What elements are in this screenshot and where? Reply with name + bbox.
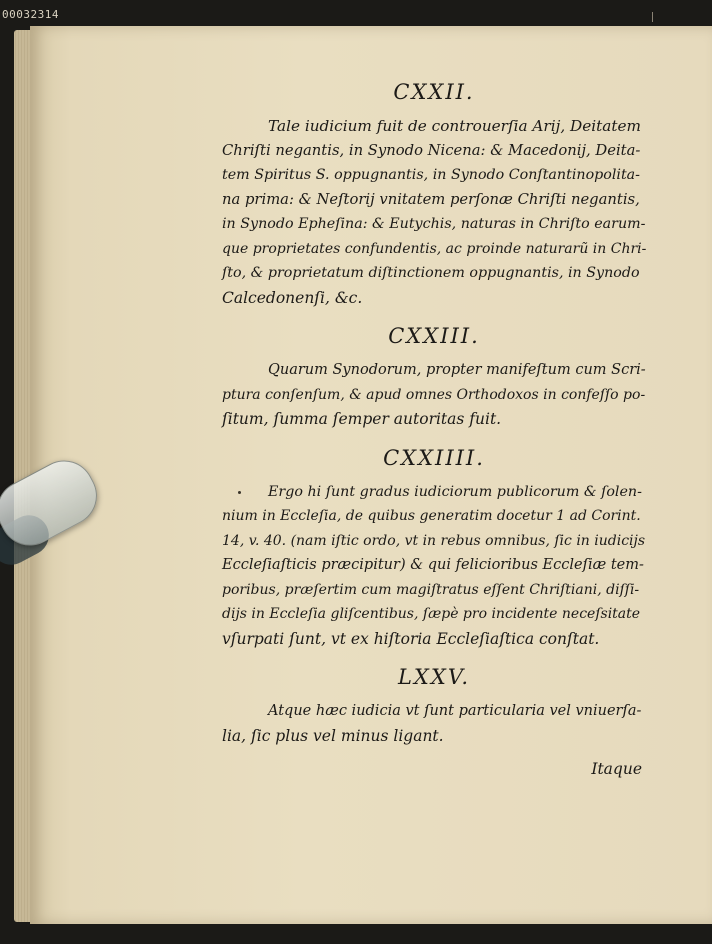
catchword: Itaque [591,760,642,778]
text-line: Quarum Synodorum, propter manifeſtum cum Scri- [268,362,646,378]
text-line: Ergo hi ſunt gradus iudiciorum publicorum & ſolen- [268,483,642,500]
text-line: in Synodo Epheſina: & Eutychis, naturas in Chriſto earum- [222,216,646,232]
text-line: na prima: & Neſtorij vnitatem perſonæ Chriſti negantis, [222,190,640,208]
page-text [222,80,646,748]
text-line: Tale iudicium fuit de controuerſia Arij, Deitatem [268,117,641,135]
text-line: Atque hæc iudicia vt ſunt particularia vel vniuerſa- [268,703,642,719]
text-line: dijs in Eccleſia gliſcentibus, ſæpè pro incidente neceſsitate [222,606,641,622]
section-heading: LXXV. [397,665,470,689]
text-line: lia, ſic plus vel minus ligant. [222,726,444,745]
text-line: Eccleſiaſticis præcipitur) & qui felicioribus Eccleſiæ tem- [222,557,644,573]
text-line: tem Spiritus S. oppugnantis, in Synodo Conſtantinopolita- [222,167,640,183]
text-line: ptura conſenſum, & apud omnes Orthodoxos in confeſſo po- [222,386,646,403]
text-line: poribus, præſertim cum magiſtratus eſſent Chriſtiani, diſſi- [222,581,640,598]
text-line: 14, v. 40. (nam iſtic ordo, vt in rebus omnibus, ſic in iudicijs [222,532,646,549]
text-line: ſitum, ſumma ſemper autoritas fuit. [222,410,502,428]
section-heading: CXXII. [393,80,475,104]
scan-id-label: 00032314 [2,8,59,21]
text-line: Calcedonenſi, &c. [222,288,363,307]
text-line: Chriſti negantis, in Synodo Nicena: & Macedonij, Deita- [222,141,641,159]
text-line: que proprietates confundentis, ac proinde naturarũ in Chri- [222,240,647,257]
text-line: ſto, & proprietatum diſtinctionem oppugnantis, in Synodo [222,265,640,281]
section-heading: CXXIIII. [383,445,485,470]
text-line: vſurpati ſunt, vt ex hiſtoria Eccleſiaſtica conſtat. [222,629,600,648]
section-heading: CXXIII. [388,324,480,348]
text-line: nium in Eccleſia, de quibus generatim docetur 1 ad Corint. [222,508,641,524]
page-mark [652,12,653,22]
